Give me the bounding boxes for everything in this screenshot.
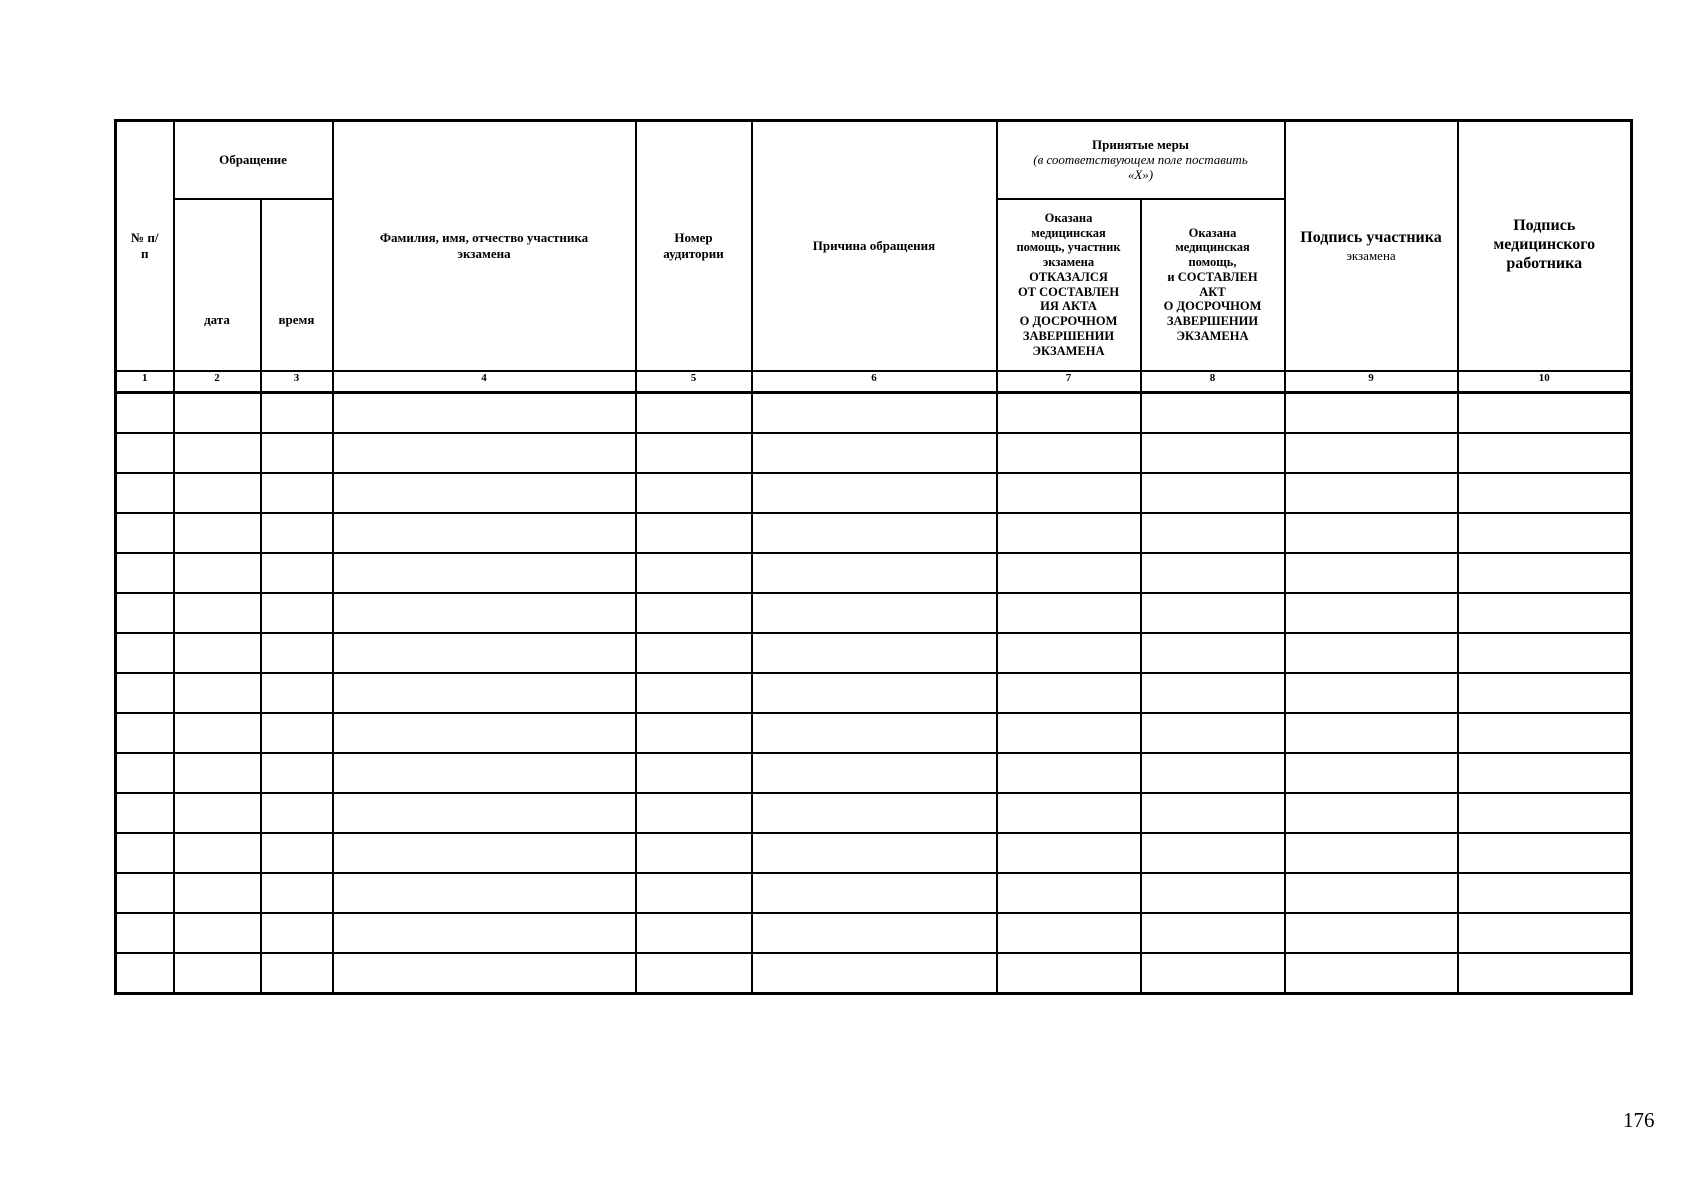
table-cell[interactable]: [116, 673, 174, 713]
header-measures: Принятые меры (в соответствующем поле поставить «Х»): [997, 121, 1285, 199]
table-cell[interactable]: [997, 392, 1141, 433]
table-cell[interactable]: [636, 473, 752, 513]
table-cell[interactable]: [174, 953, 261, 994]
table-cell[interactable]: [333, 873, 636, 913]
column-number: 6: [752, 371, 997, 393]
table-cell[interactable]: [116, 793, 174, 833]
table-cell[interactable]: [261, 433, 333, 473]
table-cell[interactable]: [997, 753, 1141, 793]
table-row: [116, 633, 1632, 673]
table-cell[interactable]: [752, 873, 997, 913]
table-cell[interactable]: [116, 633, 174, 673]
table-row: [116, 793, 1632, 833]
page-number: 176: [1623, 1108, 1655, 1132]
table-cell[interactable]: [636, 873, 752, 913]
table-cell[interactable]: [752, 753, 997, 793]
table-row: [116, 513, 1632, 553]
table-cell[interactable]: [261, 793, 333, 833]
table-cell[interactable]: [752, 513, 997, 553]
table-cell[interactable]: [333, 793, 636, 833]
table-cell[interactable]: [261, 513, 333, 553]
table-cell[interactable]: [636, 673, 752, 713]
column-number: 8: [1141, 371, 1285, 393]
table-cell[interactable]: [997, 713, 1141, 753]
table-cell[interactable]: [333, 713, 636, 753]
table-cell[interactable]: [997, 633, 1141, 673]
table-cell[interactable]: [997, 433, 1141, 473]
table-cell[interactable]: [116, 433, 174, 473]
table-cell[interactable]: [997, 873, 1141, 913]
table-cell[interactable]: [116, 553, 174, 593]
table-cell[interactable]: [997, 513, 1141, 553]
table-cell[interactable]: [261, 753, 333, 793]
table-cell[interactable]: [333, 833, 636, 873]
table-cell[interactable]: [1141, 793, 1285, 833]
table-cell[interactable]: [116, 513, 174, 553]
table-cell[interactable]: [333, 433, 636, 473]
table-cell[interactable]: [997, 793, 1141, 833]
table-cell[interactable]: [1141, 553, 1285, 593]
table-cell[interactable]: [174, 833, 261, 873]
table-cell[interactable]: [636, 593, 752, 633]
table-cell[interactable]: [333, 593, 636, 633]
table-cell[interactable]: [636, 953, 752, 994]
table-cell[interactable]: [1141, 713, 1285, 753]
table-cell[interactable]: [752, 433, 997, 473]
table-cell[interactable]: [1458, 433, 1632, 473]
table-cell[interactable]: [1458, 513, 1632, 553]
table-cell[interactable]: [1285, 433, 1458, 473]
table-cell[interactable]: [1285, 513, 1458, 553]
table-cell[interactable]: [1285, 473, 1458, 513]
table-cell[interactable]: [333, 953, 636, 994]
table-row: [116, 753, 1632, 793]
table-cell[interactable]: [636, 633, 752, 673]
table-cell[interactable]: [1285, 633, 1458, 673]
table-cell[interactable]: [174, 633, 261, 673]
table-cell[interactable]: [752, 953, 997, 994]
header-obrashchenie: Обращение: [174, 121, 333, 199]
table-cell[interactable]: [636, 713, 752, 753]
table-cell[interactable]: [261, 833, 333, 873]
table-cell[interactable]: [174, 873, 261, 913]
table-cell[interactable]: [1458, 913, 1632, 953]
table-cell[interactable]: [1285, 392, 1458, 433]
table-cell[interactable]: [174, 673, 261, 713]
table-cell[interactable]: [997, 473, 1141, 513]
table-cell[interactable]: [333, 473, 636, 513]
table-cell[interactable]: [116, 473, 174, 513]
table-cell[interactable]: [1458, 673, 1632, 713]
table-cell[interactable]: [752, 913, 997, 953]
table-row: [116, 553, 1632, 593]
column-number: 2: [174, 371, 261, 393]
table-cell[interactable]: [1141, 392, 1285, 433]
table-cell[interactable]: [1285, 873, 1458, 913]
table-cell[interactable]: [116, 593, 174, 633]
table-row: [116, 473, 1632, 513]
table-cell[interactable]: [1458, 953, 1632, 994]
table-cell[interactable]: [174, 433, 261, 473]
table-cell[interactable]: [261, 593, 333, 633]
column-number: 7: [997, 371, 1141, 393]
table-cell[interactable]: [752, 473, 997, 513]
table-cell[interactable]: [1141, 593, 1285, 633]
table-cell[interactable]: [997, 553, 1141, 593]
table-cell[interactable]: [752, 793, 997, 833]
table-cell[interactable]: [997, 953, 1141, 994]
table-cell[interactable]: [261, 673, 333, 713]
table-cell[interactable]: [261, 953, 333, 994]
table-cell[interactable]: [1141, 873, 1285, 913]
table-cell[interactable]: [333, 913, 636, 953]
header-medic-signature: Подпись медицинского работника: [1458, 121, 1632, 371]
table-cell[interactable]: [261, 873, 333, 913]
table-cell[interactable]: [1285, 553, 1458, 593]
table-cell[interactable]: [333, 392, 636, 433]
table-cell[interactable]: [1285, 593, 1458, 633]
column-number-row: [116, 371, 1632, 393]
table-cell[interactable]: [1141, 433, 1285, 473]
table-cell[interactable]: [752, 713, 997, 753]
table-row: [116, 953, 1632, 994]
table-cell[interactable]: [261, 473, 333, 513]
table-cell[interactable]: [997, 673, 1141, 713]
table-cell[interactable]: [333, 753, 636, 793]
column-number: 3: [261, 371, 333, 393]
table-cell[interactable]: [1141, 473, 1285, 513]
table-cell[interactable]: [333, 513, 636, 553]
table-row: [116, 593, 1632, 633]
table-cell[interactable]: [116, 713, 174, 753]
table-cell[interactable]: [1458, 593, 1632, 633]
header-col8-act-drawn: Оказана медицинская помощь, и СОСТАВЛЕН АКТ О ДОСРОЧНОМ ЗАВЕРШЕНИИ ЭКЗАМЕНА: [1141, 199, 1285, 371]
header-full-name: Фамилия, имя, отчество участника экзамена: [333, 121, 636, 371]
table-cell[interactable]: [1458, 713, 1632, 753]
table-cell[interactable]: [1458, 833, 1632, 873]
medical-assistance-journal-table: [114, 119, 1633, 995]
table-row: [116, 392, 1632, 433]
table-cell[interactable]: [1285, 953, 1458, 994]
table-cell[interactable]: [1458, 753, 1632, 793]
table-cell[interactable]: [333, 553, 636, 593]
table-cell[interactable]: [1458, 553, 1632, 593]
column-number: 9: [1285, 371, 1458, 393]
table-cell[interactable]: [636, 793, 752, 833]
table-cell[interactable]: [116, 953, 174, 994]
table-cell[interactable]: [261, 392, 333, 433]
table-cell[interactable]: [1458, 392, 1632, 433]
table-cell[interactable]: [174, 392, 261, 433]
table-cell[interactable]: [1458, 873, 1632, 913]
table-cell[interactable]: [1141, 753, 1285, 793]
table-row: [116, 833, 1632, 873]
table-cell[interactable]: [261, 913, 333, 953]
table-cell[interactable]: [1285, 833, 1458, 873]
table-row: [116, 713, 1632, 753]
table-cell[interactable]: [752, 392, 997, 433]
table-row: [116, 433, 1632, 473]
table-cell[interactable]: [174, 753, 261, 793]
table-cell[interactable]: [997, 833, 1141, 873]
table-cell[interactable]: [636, 913, 752, 953]
header-room: Номер аудитории: [636, 121, 752, 371]
table-cell[interactable]: [752, 593, 997, 633]
table-cell[interactable]: [174, 553, 261, 593]
table-cell[interactable]: [261, 553, 333, 593]
table-cell[interactable]: [1141, 673, 1285, 713]
table-row: [116, 913, 1632, 953]
table-cell[interactable]: [1141, 513, 1285, 553]
table-cell[interactable]: [752, 633, 997, 673]
table-cell[interactable]: [261, 633, 333, 673]
table-cell[interactable]: [752, 673, 997, 713]
header-col7-refused: Оказана медицинская помощь, участник экзамена ОТКАЗАЛСЯ ОТ СОСТАВЛЕН ИЯ АКТА О ДОСРОЧНОМ ЗАВЕРШЕНИИ ЭКЗАМЕНА: [997, 199, 1141, 371]
table-cell[interactable]: [752, 553, 997, 593]
table-cell[interactable]: [636, 833, 752, 873]
table-cell[interactable]: [116, 913, 174, 953]
header-time: время: [261, 199, 333, 371]
table-cell[interactable]: [1141, 833, 1285, 873]
column-number: 5: [636, 371, 752, 393]
table-cell[interactable]: [1141, 953, 1285, 994]
column-number: 10: [1458, 371, 1632, 393]
header-date: дата: [174, 199, 261, 371]
table-cell[interactable]: [333, 633, 636, 673]
table-cell[interactable]: [116, 392, 174, 433]
table-cell[interactable]: [636, 553, 752, 593]
table-cell[interactable]: [116, 753, 174, 793]
table-row: [116, 873, 1632, 913]
table-cell[interactable]: [1285, 753, 1458, 793]
table-cell[interactable]: [174, 513, 261, 553]
table-cell[interactable]: [174, 913, 261, 953]
table-cell[interactable]: [333, 673, 636, 713]
table-cell[interactable]: [752, 833, 997, 873]
table-cell[interactable]: [997, 593, 1141, 633]
table-row: [116, 673, 1632, 713]
table-cell[interactable]: [636, 392, 752, 433]
table-cell[interactable]: [174, 713, 261, 753]
table-cell[interactable]: [174, 473, 261, 513]
table-cell[interactable]: [636, 753, 752, 793]
table-cell[interactable]: [636, 513, 752, 553]
table-cell[interactable]: [1458, 793, 1632, 833]
table-cell[interactable]: [636, 433, 752, 473]
table-cell[interactable]: [1458, 473, 1632, 513]
column-number: 4: [333, 371, 636, 393]
table-cell[interactable]: [1141, 633, 1285, 673]
table-cell[interactable]: [1285, 793, 1458, 833]
table-cell[interactable]: [1285, 913, 1458, 953]
header-reason: Причина обращения: [752, 121, 997, 371]
table-cell[interactable]: [116, 833, 174, 873]
table-cell[interactable]: [1141, 913, 1285, 953]
table-cell[interactable]: [1285, 673, 1458, 713]
table-cell[interactable]: [1285, 713, 1458, 753]
column-number: 1: [116, 371, 174, 393]
table-cell[interactable]: [174, 593, 261, 633]
empty-rows-body: [116, 392, 1632, 993]
table-cell[interactable]: [174, 793, 261, 833]
table-cell[interactable]: [261, 713, 333, 753]
header-participant-signature: Подпись участника экзамена: [1285, 121, 1458, 371]
table-cell[interactable]: [997, 913, 1141, 953]
table-cell[interactable]: [116, 873, 174, 913]
table-cell[interactable]: [1458, 633, 1632, 673]
header-number: № п/ п: [116, 121, 174, 371]
